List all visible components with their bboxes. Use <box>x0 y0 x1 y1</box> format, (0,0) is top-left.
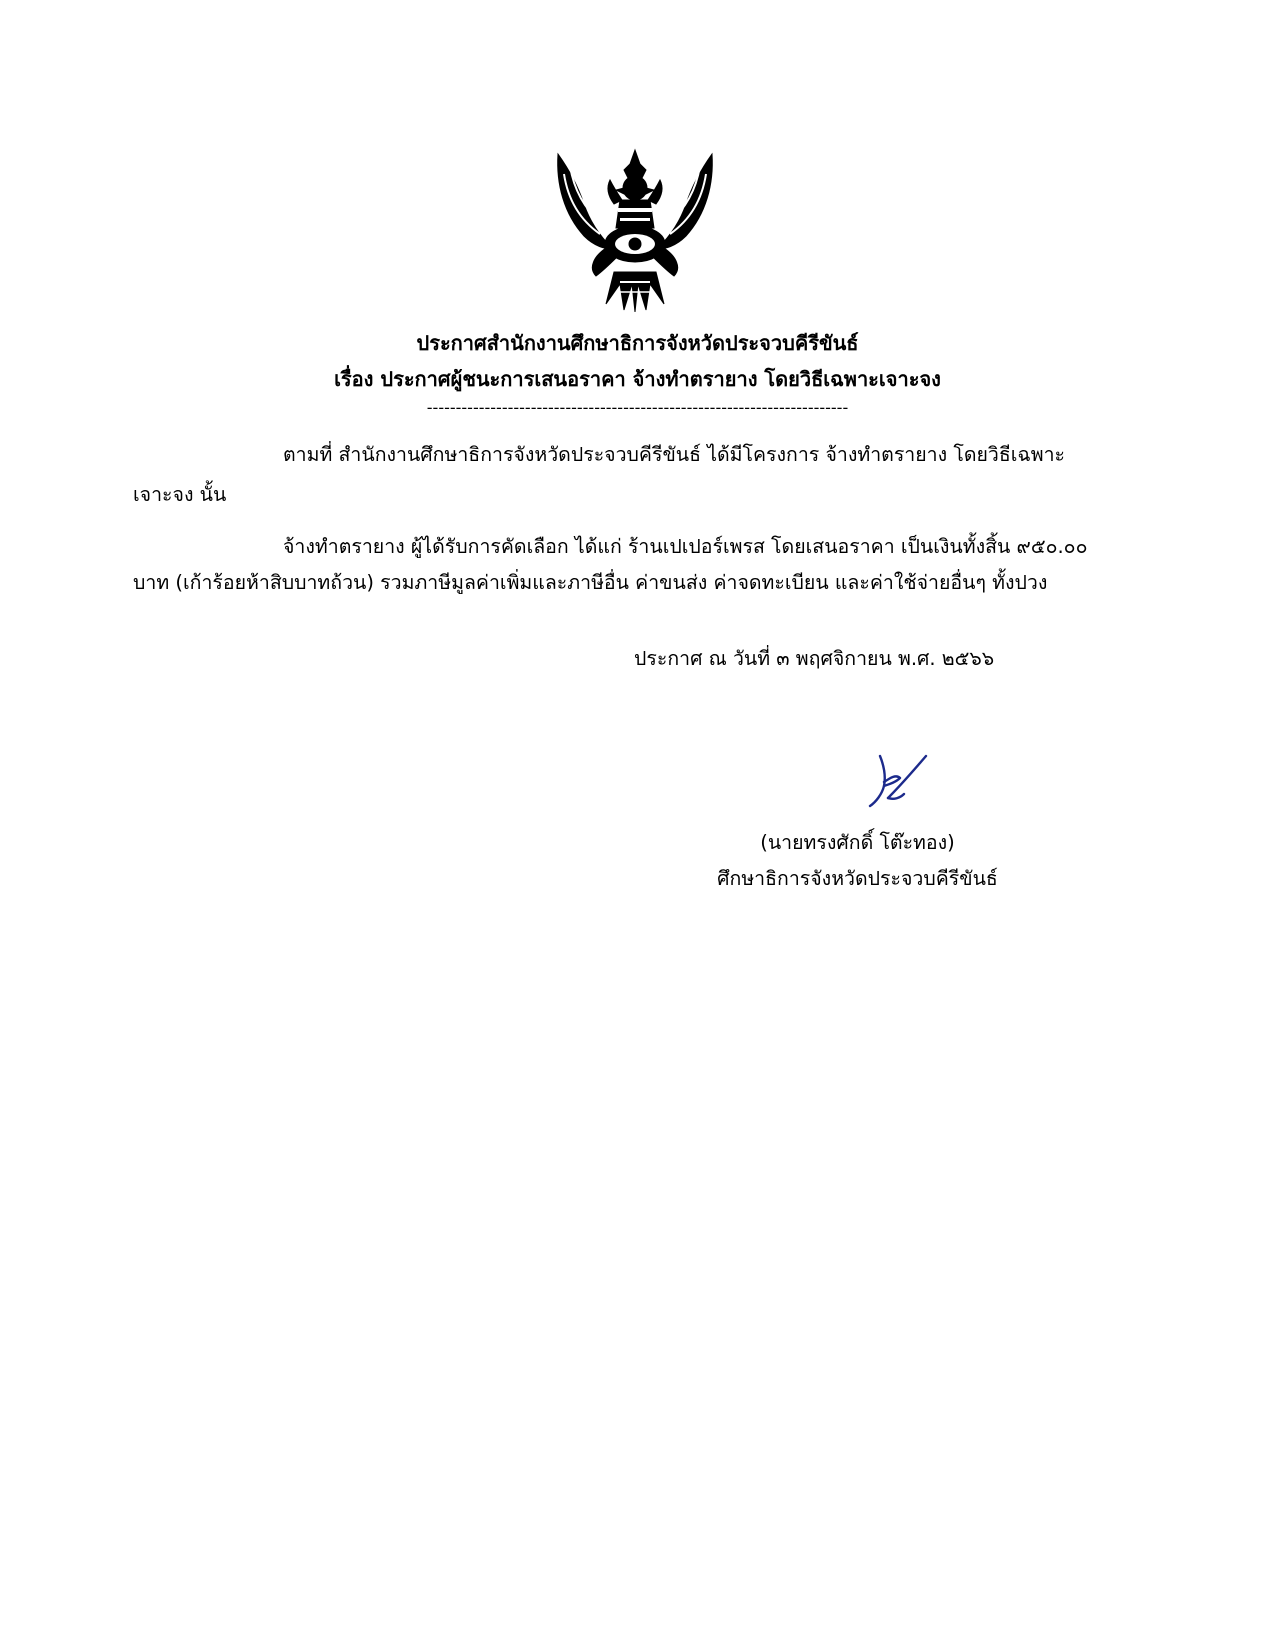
paragraph-1-line-2: เจาะจง นั้น <box>133 483 227 506</box>
announcement-date: ประกาศ ณ วันที่ ๓ พฤศจิกายน พ.ศ. ๒๕๖๖ <box>634 647 995 670</box>
announcement-title: ประกาศสำนักงานศึกษาธิการจังหวัดประจวบคีรีขันธ์ <box>416 331 859 355</box>
announcement-subject: เรื่อง ประกาศผู้ชนะการเสนอราคา จ้างทำตรายาง โดยวิธีเฉพาะเจาะจง <box>334 367 941 391</box>
paragraph-2-line-1: จ้างทำตรายาง ผู้ได้รับการคัดเลือก ได้แก่ ร้านเปเปอร์เพรส โดยเสนอราคา เป็นเงินทั้งสิ้น ๙๕๐.๐๐ <box>283 535 1088 558</box>
divider-line: ------------------------------------------------------------------------- <box>426 398 849 417</box>
garuda-emblem-icon <box>554 144 716 314</box>
paragraph-2-line-2: บาท (เก้าร้อยห้าสิบบาทถ้วน) รวมภาษีมูลค่าเพิ่มและภาษีอื่น ค่าขนส่ง ค่าจดทะเบียน และค่าใช้จ่ายอื่นๆ ทั้งปวง <box>133 571 1048 594</box>
signatory-position: ศึกษาธิการจังหวัดประจวบคีรีขันธ์ <box>717 867 998 890</box>
signatory-name: (นายทรงศักดิ์ โต๊ะทอง) <box>760 831 955 854</box>
handwritten-signature-icon <box>866 752 930 810</box>
paragraph-1-line-1: ตามที่ สำนักงานศึกษาธิการจังหวัดประจวบคีรีขันธ์ ได้มีโครงการ จ้างทำตรายาง โดยวิธีเฉพาะ <box>283 443 1065 466</box>
